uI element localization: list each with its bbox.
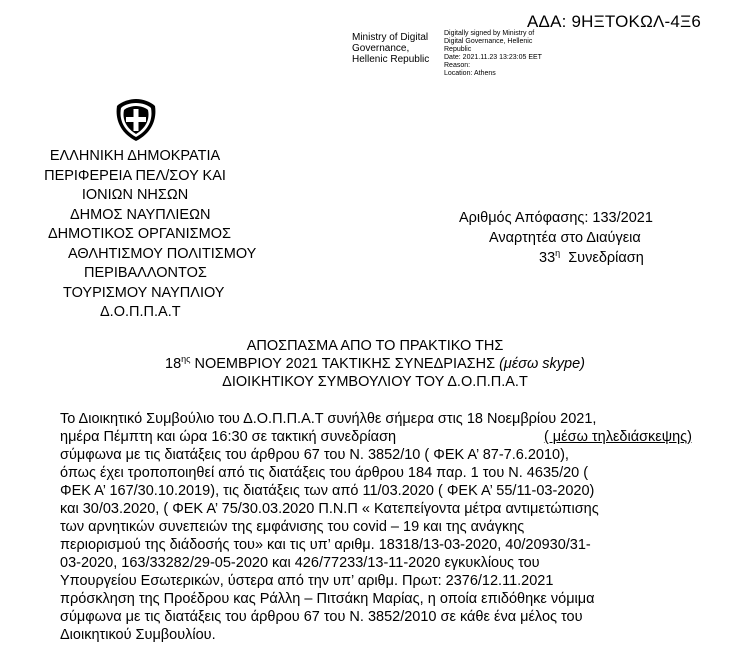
header-line: ΠΕΡΙΒΑΛΛΟΝΤΟΣ	[84, 265, 207, 281]
digital-signer-name: Ministry of Digital Governance, Hellenic Republic	[352, 32, 430, 65]
header-line: ΠΕΡΙΦΕΡΕΙΑ ΠΕΛ/ΣΟΥ ΚΑΙ	[44, 167, 226, 184]
body-paragraph	[60, 410, 692, 644]
digital-signature-details	[444, 30, 544, 78]
body-line: σύμφωνα με τις διατάξεις του άρθρου 67 του Ν. 3852/2010 σε κάθε ένα μέλος του	[60, 609, 583, 625]
body-line	[60, 428, 692, 446]
session-num: 33	[539, 250, 556, 266]
body-line: σύμφωνα με τις διατάξεις του άρθρου 67 του Ν. 3852/10 ( ΦΕΚ Α’ 87-7.6.2010),	[60, 447, 569, 463]
body-line: ΦΕΚ Α’ 167/30.10.2019), τις διατάξεις των από 11/03.2020 ( ΦΕΚ Α’ 55/11-03-2020)	[60, 483, 595, 499]
session-number	[452, 248, 702, 268]
body-line: των αρνητικών συνεπειών της εμφάνισης του covid – 19 και της ανάγκης	[60, 519, 525, 535]
header-line: ΔΗΜΟΤΙΚΟΣ ΟΡΓΑΝΙΣΜΟΣ	[48, 226, 231, 242]
signature-detail-line: Digitally signed by Ministry of Digital Governance, Hellenic Republic	[444, 30, 535, 53]
title-date-num: 18	[165, 356, 182, 372]
body-line-text: ημέρα Πέμπτη και ώρα 16:30 σε τακτική συνεδρίαση	[60, 429, 397, 445]
signature-reason: Reason:	[444, 62, 471, 69]
signature-date: Date: 2021.11.23 13:23:05 EET	[444, 54, 542, 61]
header-line: ΕΛΛΗΝΙΚΗ ΔΗΜΟΚΡΑΤΙΑ	[49, 148, 221, 164]
session-ordinal: η	[555, 248, 561, 259]
body-line: 03-2020, 163/33282/29-05-2020 και 426/77233/13-11-2020 εγκυκλίους του	[60, 555, 540, 571]
body-line: Υπουργείου Εσωτερικών, ύστερα από την υπ’ αριθμ. Πρωτ: 2376/12.11.2021	[60, 573, 554, 589]
document-title	[120, 337, 630, 391]
session-label: Συνεδρίαση	[568, 250, 644, 266]
title-date-ordinal: ης	[181, 354, 191, 365]
header-line: ΙΟΝΙΩΝ ΝΗΣΩΝ	[81, 187, 189, 203]
body-line: και 30/03.2020, ( ΦΕΚ Α’ 75/30.03.2020 Π.Ν.Π « Κατεπείγοντα μέτρα αντιμετώπισης	[60, 501, 599, 517]
body-line: Το Διοικητικό Συμβούλιο του Δ.Ο.Π.Π.Α.Τ συνήλθε σήμερα στις 18 Νοεμβρίου 2021,	[60, 411, 597, 427]
header-line: Δ.Ο.Π.Π.Α.Τ	[100, 304, 181, 320]
decision-number: Αριθμός Απόφασης: 133/2021	[459, 210, 653, 226]
ada-code: ΑΔΑ: 9ΗΞΤΟΚΩΛ-4Ξ6	[527, 12, 701, 31]
body-line: περιορισμού της διάδοσής του» και τις υπ’ αριθμ. 18318/13-03-2020, 40/20930/31-	[60, 537, 591, 553]
title-session: ΝΟΕΜΒΡΙΟΥ 2021 ΤΑΚΤΙΚΗΣ ΣΥΝΕΔΡΙΑΣΗΣ	[194, 356, 496, 372]
greek-coat-of-arms-icon	[113, 97, 159, 143]
title-line	[120, 355, 630, 373]
teleconference-note: ( μέσω τηλεδιάσκεψης)	[543, 429, 692, 445]
signature-location: Location: Athens	[444, 70, 496, 77]
body-line: Διοικητικού Συμβουλίου.	[60, 627, 216, 643]
body-line: πρόσκληση της Προέδρου κας Ράλλη – Πιτσάκη Μαρίας, η οποία επιδόθηκε νόμιμα	[60, 591, 595, 607]
header-line: ΑΘΛΗΤΙΣΜΟΥ ΠΟΛΙΤΙΣΜΟΥ	[68, 245, 257, 262]
issuer-header	[40, 147, 257, 323]
header-line: ΤΟΥΡΙΣΜΟΥ ΝΑΥΠΛΙΟΥ	[63, 284, 225, 301]
title-line: ΔΙΟΙΚΗΤΙΚΟΥ ΣΥΜΒΟΥΛΙΟΥ ΤΟΥ Δ.Ο.Π.Π.Α.Τ	[222, 374, 528, 390]
body-line: όπως έχει τροποποιηθεί από τις διατάξεις του άρθρου 184 παρ. 1 του Ν. 4635/20 (	[60, 465, 589, 481]
decision-info	[452, 208, 702, 268]
title-line: ΑΠΟΣΠΑΣΜΑ ΑΠΟ ΤΟ ΠΡΑΚΤΙΚΟ ΤΗΣ	[246, 338, 504, 354]
title-skype-note: (μέσω skype)	[499, 356, 585, 372]
diavgeia-posting: Αναρτητέα στο Διαύγεια	[489, 230, 641, 246]
header-line: ΔΗΜΟΣ ΝΑΥΠΛΙΕΩΝ	[70, 206, 211, 223]
